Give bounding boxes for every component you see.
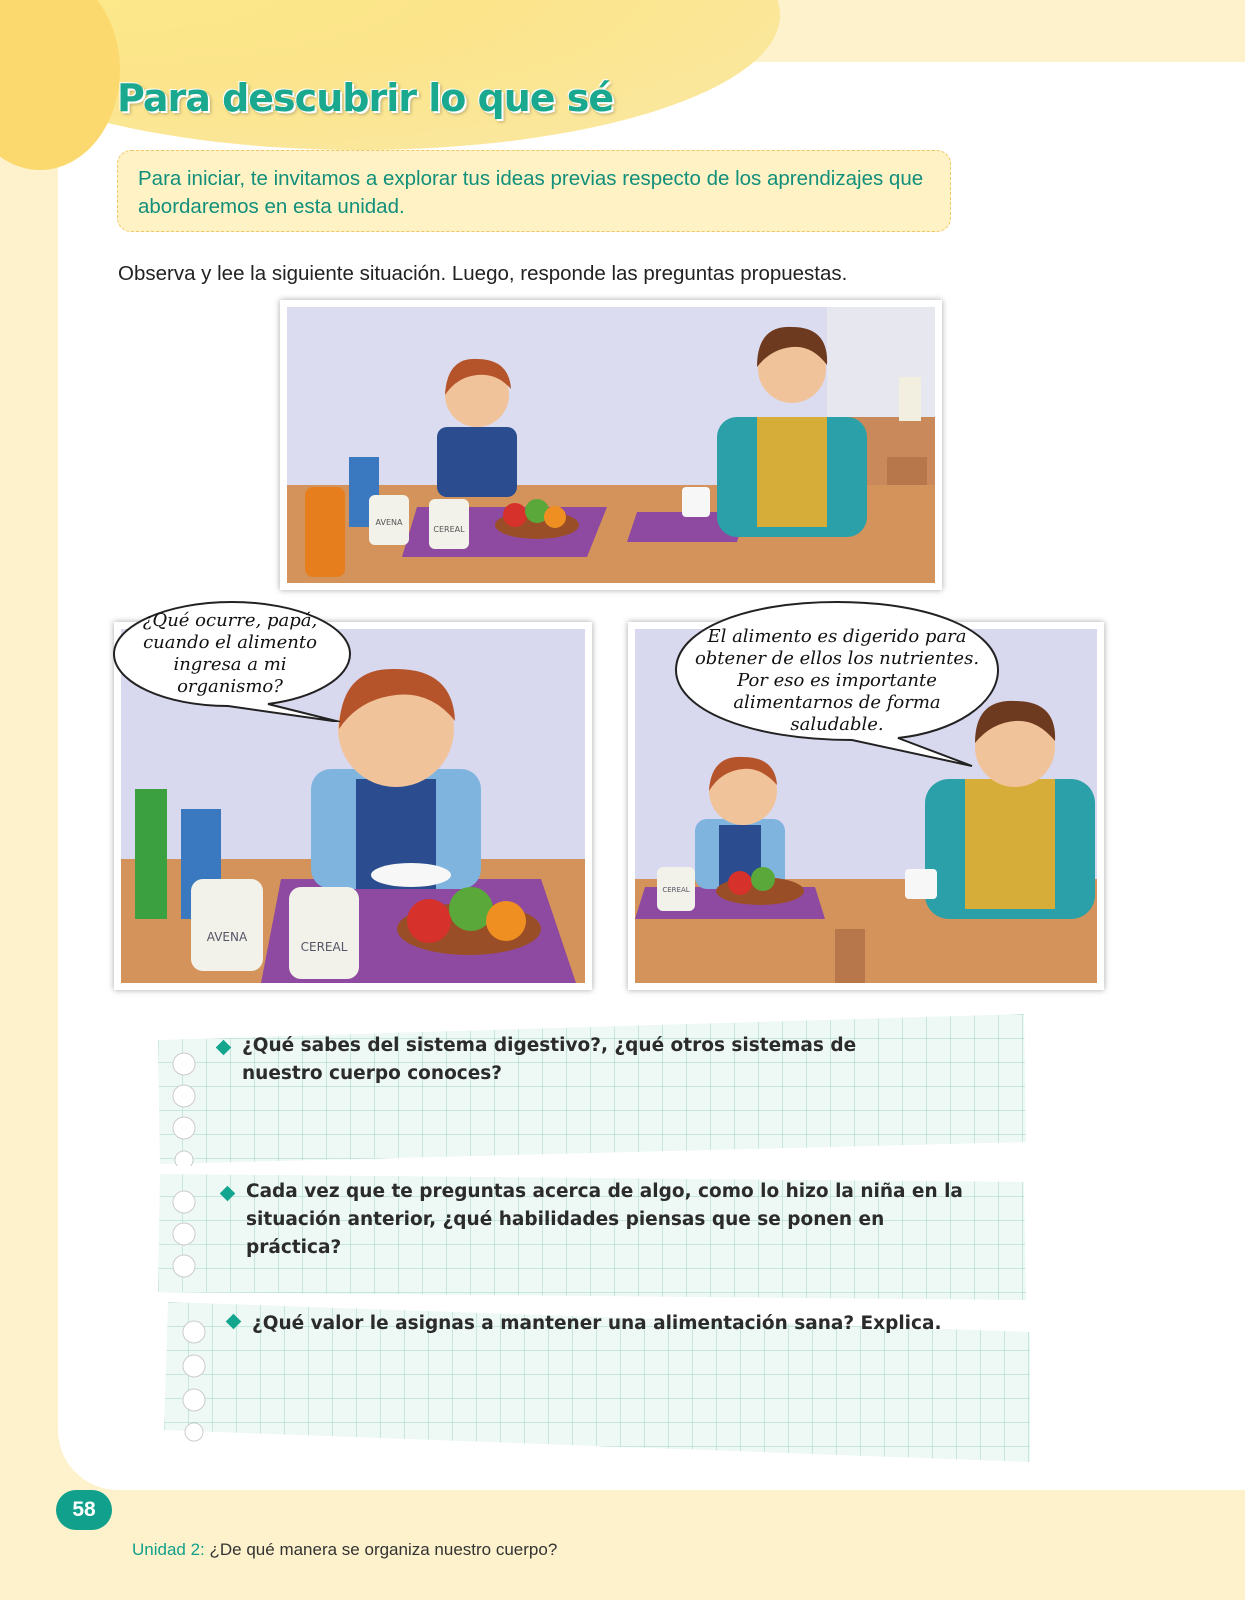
avena-label: AVENA [375,518,403,527]
comic-panel-breakfast [280,300,942,590]
bubble-father-text: El alimento es digerido para obtener de ellos los nutrientes. Por eso es importante alimentarnos de forma saludable. [694,626,980,735]
question-note-3[interactable] [164,1302,1034,1462]
intro-text: Para iniciar, te invitamos a explorar tus ideas previas respecto de los aprendizajes que abordaremos en esta unidad. [138,167,924,218]
unit-title: ¿De qué manera se organiza nuestro cuerpo? [209,1540,558,1559]
question-note-1[interactable] [158,1014,1028,1166]
speech-bubble-father [672,600,1002,770]
question-3-text: ¿Qué valor le asignas a mantener una alimentación sana? Explica. [252,1313,942,1334]
intro-box [117,150,951,232]
cereal-jar-label: CEREAL [300,940,348,954]
page-number: 58 [56,1490,112,1530]
cereal-label: CEREAL [433,525,465,534]
page-title: Para descubrir lo que sé [117,76,614,120]
speech-bubble-girl [108,598,356,722]
bubble-girl-text: ¿Qué ocurre, papá, cuando el alimento ingresa a mi organismo? [142,610,318,697]
cereal-small-label: CEREAL [662,886,690,894]
footer-unit [132,1540,557,1560]
avena-jar-label: AVENA [206,930,248,944]
breakfast-illustration [287,307,935,583]
question-2-text: Cada vez que te preguntas acerca de algo, como lo hizo la niña en la situación anterior, ¿qué habilidades piensas que se ponen en práctica? [246,1181,963,1258]
unit-label: Unidad 2: [132,1540,205,1559]
question-1-text: ¿Qué sabes del sistema digestivo?, ¿qué otros sistemas de nuestro cuerpo conoces? [242,1035,857,1084]
question-note-2[interactable] [158,1172,1028,1302]
instruction-text: Observa y lee la siguiente situación. Luego, responde las preguntas propuestas. [118,262,848,285]
